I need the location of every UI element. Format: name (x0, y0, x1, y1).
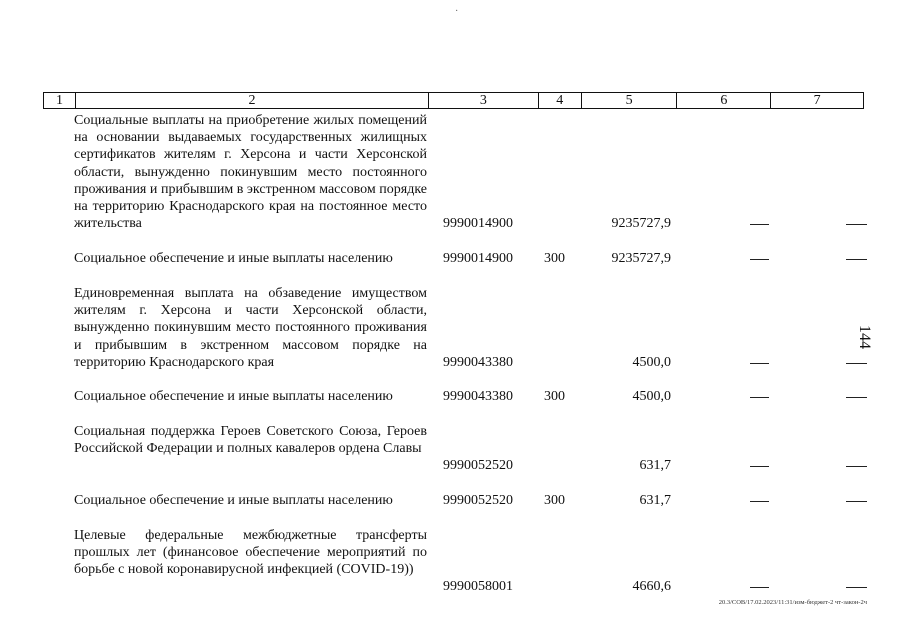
header-col-2: 2 (75, 93, 428, 108)
header-col-3: 3 (428, 93, 538, 108)
row-code: 9990052520 (443, 458, 513, 473)
row-description: Социальное обеспечение и иные выплаты населению (74, 251, 393, 266)
row-amount: 4660,6 (632, 579, 671, 594)
col6-dash (750, 224, 769, 225)
row-code: 9990052520 (443, 493, 513, 508)
header-col-4: 4 (538, 93, 581, 108)
row-description: Социальное обеспечение и иные выплаты населению (74, 493, 393, 508)
row-code: 9990014900 (443, 251, 513, 266)
col6-dash (750, 259, 769, 260)
footer-code: 20.3/СОВ/17.02.2023/11:31/изм-бюджет-2 чт-закон-2ч (718, 599, 867, 606)
col6-dash (750, 363, 769, 364)
row-description: Социальное обеспечение и иные выплаты населению (74, 389, 393, 404)
table-header (43, 92, 864, 109)
row-description: Целевые федеральные межбюджетные трансферты прошлых лет (финансовое обеспечение мероприятий по борьбе с новой коронавирусной инфекцией (COVID-19)) (74, 528, 427, 578)
col7-dash (846, 397, 867, 398)
row-code: 9990058001 (443, 579, 513, 594)
header-col-6: 6 (676, 93, 770, 108)
row-code: 9990014900 (443, 216, 513, 231)
col6-dash (750, 466, 769, 467)
col6-dash (750, 501, 769, 502)
row-code: 9990043380 (443, 355, 513, 370)
row-code: 9990043380 (443, 389, 513, 404)
row-description: Социальные выплаты на приобретение жилых помещений на основании выдаваемых государственных жилищных сертификатов жителям г. Херсона и части Херсонской области, вынужденно покинувшим место постоянного проживания и прибывшим в экстренном массовом порядке на территорию Краснодарского края на постоянное место жительства (74, 113, 427, 232)
page-number: 144 (856, 325, 873, 349)
row-amount: 631,7 (639, 493, 671, 508)
col7-dash (846, 363, 867, 364)
row-description: Единовременная выплата на обзаведение имуществом жителям г. Херсона и части Херсонской области, вынужденно покинувшим место постоянного проживания и прибывшим в экстренном массовом порядке на территорию Краснодарского края (74, 286, 427, 370)
page-mark: · (455, 6, 459, 17)
col7-dash (846, 466, 867, 467)
header-col-7: 7 (770, 93, 863, 108)
col6-dash (750, 587, 769, 588)
row-amount: 631,7 (639, 458, 671, 473)
col7-dash (846, 259, 867, 260)
row-type: 300 (544, 251, 565, 266)
row-amount: 4500,0 (632, 355, 671, 370)
row-type: 300 (544, 389, 565, 404)
row-description: Социальная поддержка Героев Советского Союза, Героев Российской Федерации и полных кавалеров ордена Славы (74, 424, 427, 457)
header-col-5: 5 (581, 93, 677, 108)
col6-dash (750, 397, 769, 398)
col7-dash (846, 224, 867, 225)
col7-dash (846, 501, 867, 502)
row-amount: 4500,0 (632, 389, 671, 404)
row-amount: 9235727,9 (611, 216, 671, 231)
col7-dash (846, 587, 867, 588)
row-amount: 9235727,9 (611, 251, 671, 266)
header-col-1: 1 (55, 93, 63, 108)
row-type: 300 (544, 493, 565, 508)
